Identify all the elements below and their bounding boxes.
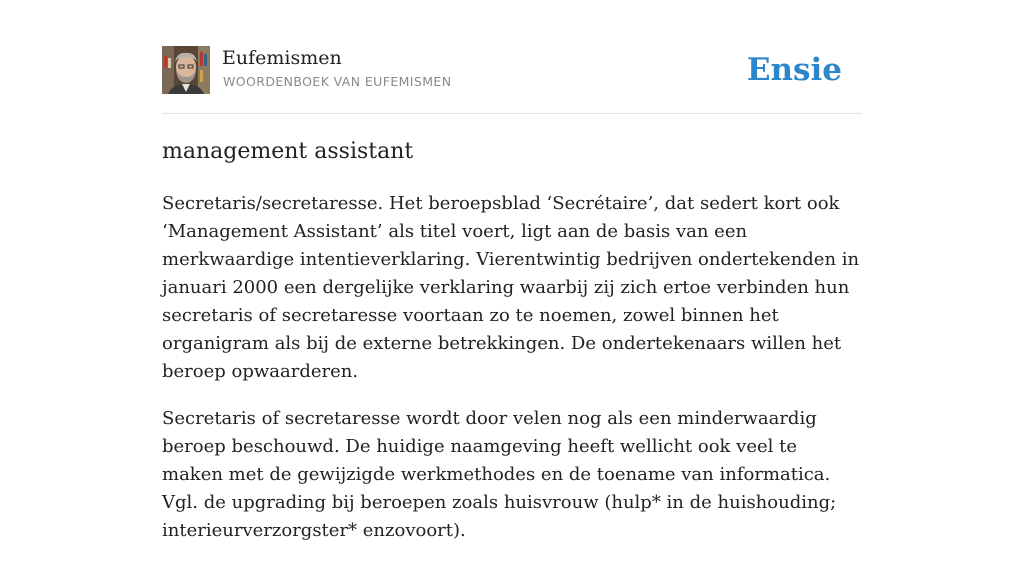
definition-paragraph: Secretaris/secretaresse. Het beroepsblad ‘Secrétaire’, dat sedert kort ook ‘Management Assistant’ als titel voert, ligt aan de basis van een merkwaardige intentieverklaring. Vierentwintig bedrijven ondertekenden in januari 2000 een dergelijke verklaring waarbij zij zich ertoe verbinden hun secretaris of secretaresse voortaan zo te noemen, zowel binnen het organigram als bij de externe betrekkingen. De ondertekenaars willen het beroep opwaarderen. [162, 193, 860, 382]
entry-title: management assistant [162, 139, 414, 164]
source-header [162, 46, 862, 96]
definition-paragraph: Secretaris of secretaresse wordt door velen nog als een minderwaardig beroep beschouwd. De huidige naamgeving heeft wellicht ook veel te maken met de gewijzigde werkmethodes en de toename van informatica. Vgl. de upgrading bij beroepen zoals huisvrouw (hulp* in de huishouding; interieurverzorgster* enzovoort). [162, 408, 837, 541]
author-portrait-icon [162, 46, 210, 94]
entry-definition [162, 190, 862, 564]
avatar[interactable] [162, 46, 210, 94]
ensie-logo[interactable]: Ensie [746, 52, 842, 88]
source-subtitle: WOORDENBOEK VAN EUFEMISMEN [223, 74, 452, 89]
source-name[interactable]: Eufemismen [222, 47, 342, 69]
header-divider [162, 113, 862, 114]
